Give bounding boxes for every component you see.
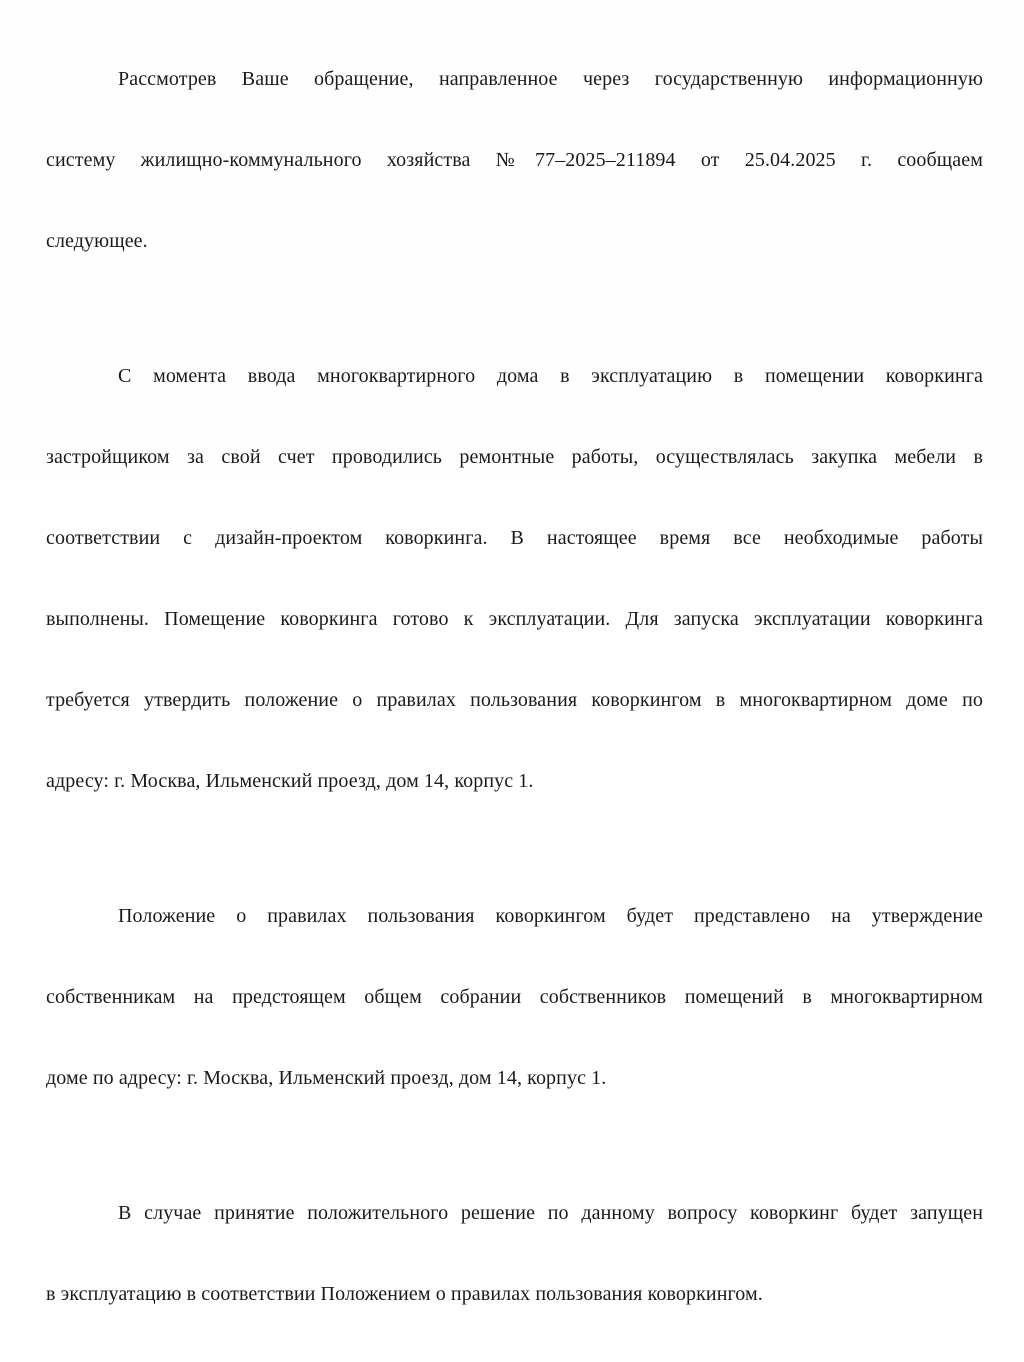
text-line: Рассмотрев Ваше обращение, направленное через государственную информационную <box>118 68 983 90</box>
paragraph-3 <box>46 849 983 1146</box>
text-line: В случае принятие положительного решение по данному вопросу коворкинг будет запущен <box>118 1202 983 1224</box>
text-line: систему жилищно-коммунального хозяйства №77–2025–211894 от 25.04.2025 г. сообщаем <box>46 149 983 171</box>
text-line: Положение о правилах пользования коворкингом будет представлено на утверждение <box>118 905 983 927</box>
text-line: следующее. <box>46 230 148 252</box>
text-line: адресу: г. Москва, Ильменский проезд, дом 14, корпус 1. <box>46 770 534 792</box>
text-line: собственникам на предстоящем общем собрании собственников помещений в многоквартирном <box>46 986 983 1008</box>
text-line: доме по адресу: г. Москва, Ильменский проезд, дом 14, корпус 1. <box>46 1067 607 1089</box>
text-line: в эксплуатацию в соответствии Положением о правилах пользования коворкингом. <box>46 1283 763 1305</box>
paragraph-4 <box>46 1146 983 1362</box>
text-line: застройщиком за свой счет проводились ремонтные работы, осуществлялась закупка мебели в <box>46 446 983 468</box>
paragraph-2 <box>46 309 983 849</box>
paragraph-1 <box>46 12 983 309</box>
text-line: выполнены. Помещение коворкинга готово к эксплуатации. Для запуска эксплуатации коворкинга <box>46 608 983 630</box>
text-line: соответствии с дизайн-проектом коворкинга. В настоящее время все необходимые работы <box>46 527 983 549</box>
text-line: С момента ввода многоквартирного дома в эксплуатацию в помещении коворкинга <box>118 365 983 387</box>
text-line: требуется утвердить положение о правилах пользования коворкингом в многоквартирном доме по <box>46 689 983 711</box>
letter-body <box>46 12 983 1362</box>
